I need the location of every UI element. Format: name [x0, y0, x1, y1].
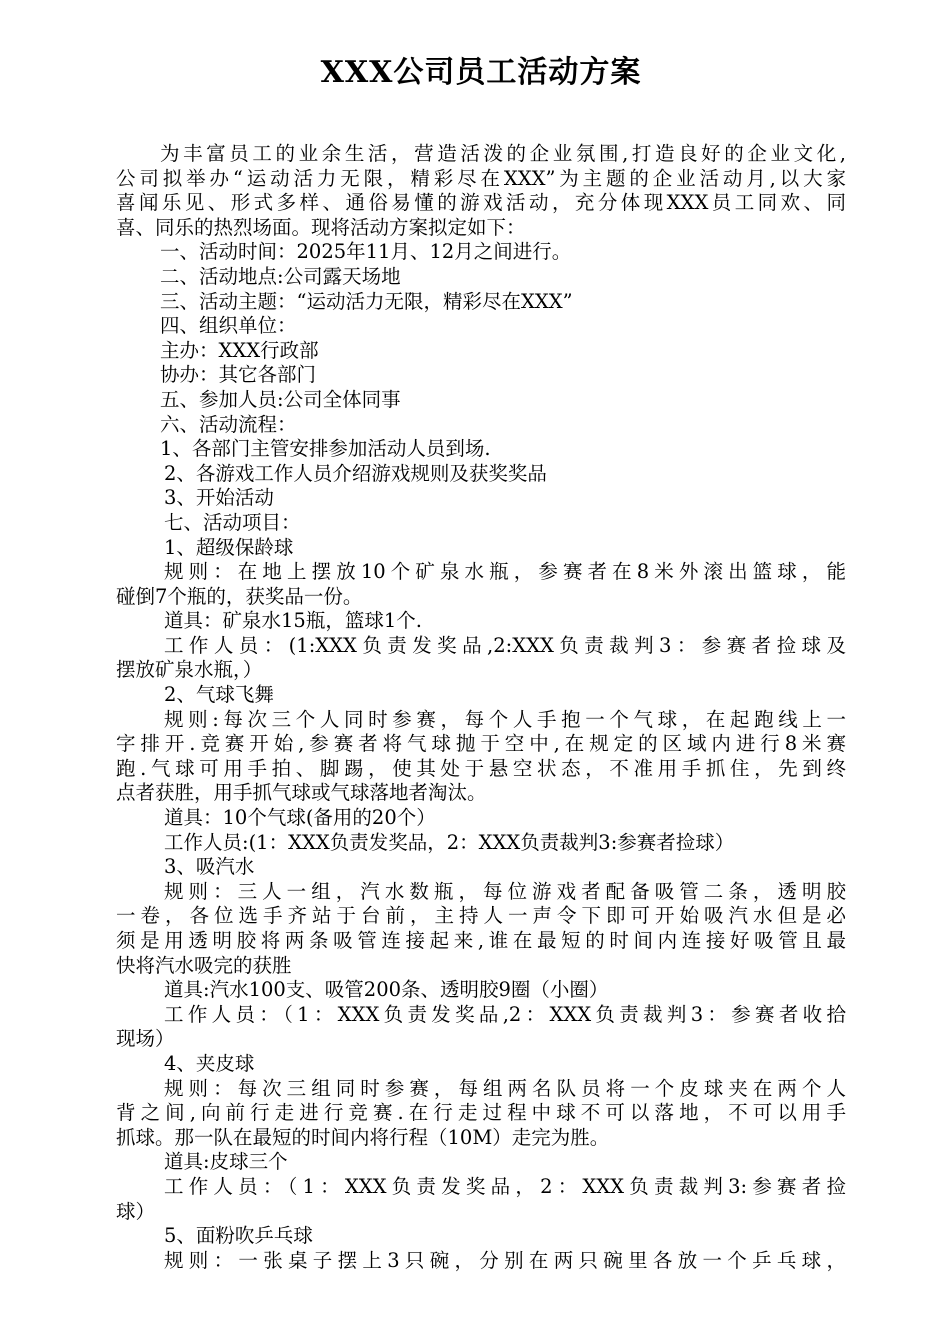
- text-line: 五、参加人员:公司全体同事: [160, 387, 401, 411]
- text-line: 工作人员：（1：XXX负责发奖品,2：XXX负责裁判3：参赛者收拾: [164, 1002, 846, 1026]
- text-line: 主办：XXX行政部: [160, 338, 319, 362]
- text-line: 道具:汽水100支、吸管200条、透明胶9圈（小圈）: [164, 978, 609, 1002]
- text-line: 5、面粉吹乒乓球: [164, 1224, 313, 1248]
- text-line: 六、活动流程：: [160, 412, 297, 436]
- text-line: 现场）: [116, 1027, 175, 1051]
- text-line: 一、活动时间：2025年11月、12月之间进行。: [160, 240, 572, 264]
- text-line: 道具:皮球三个: [164, 1150, 288, 1174]
- text-line: 碰倒7个瓶的，获奖品一份。: [116, 584, 363, 608]
- text-line: 喜闻乐见、形式多样、通俗易懂的游戏活动，充分体现XXX员工同欢、同: [116, 191, 846, 215]
- text-line: 摆放矿泉水瓶，）: [116, 658, 263, 682]
- document-title: XXX公司员工活动方案: [320, 55, 642, 90]
- text-line: 协办：其它各部门: [160, 363, 317, 387]
- text-line: 规则：每次三组同时参赛，每组两名队员将一个皮球夹在两个人: [164, 1076, 846, 1100]
- text-line: 工作人员:(1：XXX负责发奖品，2：XXX负责裁判3:参赛者捡球）: [164, 830, 735, 854]
- text-line: 道具：10个气球(备用的20个）: [164, 806, 436, 830]
- text-line: 规则：一张桌子摆上3只碗，分别在两只碗里各放一个乒乓球，: [164, 1248, 846, 1272]
- text-line: 球）: [116, 1199, 156, 1223]
- text-line: 三、活动主题：“运动活力无限，精彩尽在XXX”: [160, 289, 573, 313]
- text-line: 2、气球飞舞: [164, 683, 274, 707]
- text-line: 须是用透明胶将两条吸管连接起来,谁在最短的时间内连接好吸管且最: [116, 929, 846, 952]
- text-line: 1、各部门主管安排参加活动人员到场.: [160, 437, 491, 461]
- text-line: 喜、同乐的热烈场面。现将活动方案拟定如下：: [116, 215, 526, 239]
- text-line: 四、组织单位：: [160, 314, 297, 338]
- text-line: 点者获胜，用手抓气球或气球落地者淘汰。: [116, 781, 487, 805]
- text-line: 规则:每次三个人同时参赛，每个人手抱一个气球，在起跑线上一: [164, 707, 846, 731]
- text-line: 规则：在地上摆放10个矿泉水瓶，参赛者在8米外滚出篮球，能: [164, 560, 846, 584]
- text-line: 公司拟举办“运动活力无限，精彩尽在XXX”为主题的企业活动月,以大家: [116, 166, 846, 190]
- text-line: 4、夹皮球: [164, 1051, 255, 1075]
- text-line: 七、活动项目：: [164, 510, 301, 534]
- text-line: 为丰富员工的业余生活，营造活泼的企业氛围,打造良好的企业文化,: [160, 142, 846, 165]
- text-line: 字排开.竞赛开始,参赛者将气球抛于空中,在规定的区域内进行8米赛: [116, 732, 846, 756]
- text-line: 工作人员：（1：XXX负责发奖品，2：XXX负责裁判3:参赛者捡: [164, 1174, 846, 1198]
- text-line: 一卷，各位选手齐站于台前，主持人一声令下即可开始吸汽水但是必: [116, 904, 846, 928]
- text-line: 快将汽水吸完的获胜: [116, 953, 292, 977]
- text-line: 跑.气球可用手拍、脚踢，使其处于悬空状态，不准用手抓住，先到终: [116, 756, 846, 780]
- text-line: 3、开始活动: [164, 486, 274, 510]
- text-line: 背之间,向前行走进行竞赛.在行走过程中球不可以落地，不可以用手: [116, 1101, 846, 1125]
- text-line: 规则：三人一组，汽水数瓶，每位游戏者配备吸管二条，透明胶: [164, 879, 846, 903]
- text-line: 1、超级保龄球: [164, 535, 294, 559]
- document-body: [116, 142, 846, 1273]
- text-line: 2、各游戏工作人员介绍游戏规则及获奖奖品: [164, 461, 547, 485]
- text-line: 抓球。那一队在最短的时间内将行程（10M）走完为胜。: [116, 1125, 610, 1149]
- text-line: 二、活动地点:公司露天场地: [160, 264, 401, 288]
- text-line: 道具：矿泉水15瓶，篮球1个.: [164, 609, 422, 633]
- text-line: 3、吸汽水: [164, 855, 255, 879]
- text-line: 工作人员：(1:XXX负责发奖品,2:XXX负责裁判3：参赛者捡球及: [164, 633, 846, 657]
